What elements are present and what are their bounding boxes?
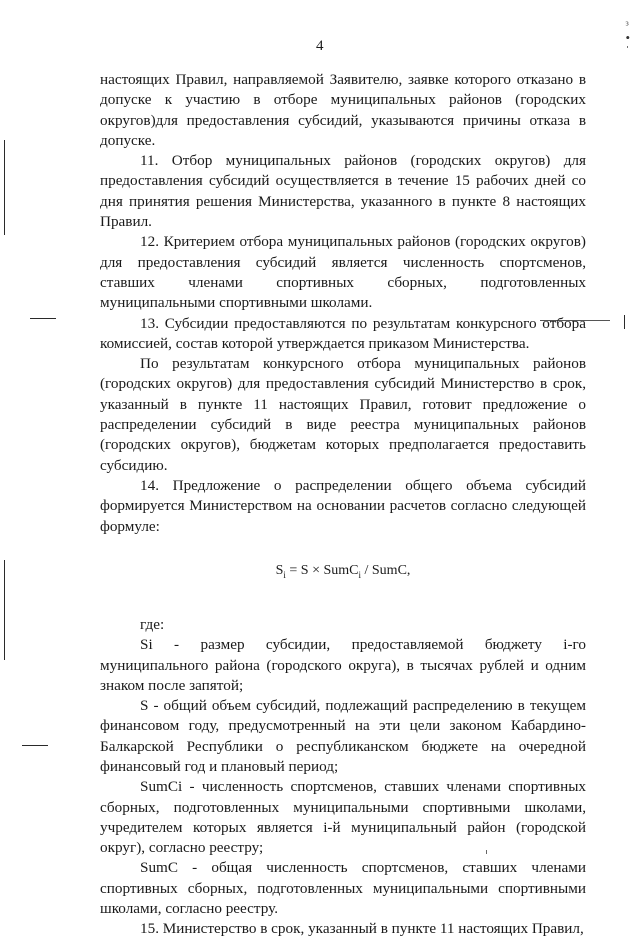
scan-dot-bottom <box>486 850 487 854</box>
paragraph-14: 14. Предложение о распределении общего объема субсидий формируется Министерством на основании расчетов согласно следующей формуле: <box>100 476 586 535</box>
subsidy-formula <box>100 561 586 585</box>
paragraph-13-continued: По результатам конкурсного отбора муниципальных районов (городских округов) для предоставления субсидий Министерство в срок, указанный в пункте 11 настоящих Правил, готовит предложение о распределении субсидий в виде реестра муниципальных районов (городских округов), бюджетам которых предполагается предоставить субсидию. <box>100 355 586 474</box>
paragraph-12: 12. Критерием отбора муниципальных районов (городских округов) для предоставления субсидий является численность спортсменов, ставших членами спортивных сборных, подготовленных муниципальными спортивными школами. <box>100 233 586 312</box>
document-body <box>100 70 586 940</box>
definition-sumci-text: - численность спортсменов, ставших членами спортивных сборных, подготовленных муниципальными спортивными школами, учредителем которых является i-й муниципальный район (городской округ), согласно реестру; <box>100 778 586 857</box>
paragraph-continuation: настоящих Правил, направляемой Заявителю, заявке которого отказано в допуске к участию в отборе муниципальных районов (городских округов)для предоставления субсидий, указываются причины отказа в допуске. <box>100 71 586 149</box>
scan-edge-mark: ᵌ • ˈ <box>625 17 630 58</box>
definition-si-text: - размер субсидии, предоставляемой бюджету i-го муниципального района (городского округа), в тысячах рублей и одним знаком после запятой; <box>100 636 587 694</box>
definition-si <box>100 635 586 696</box>
definition-sumci <box>100 777 586 858</box>
page-number: 4 <box>316 38 324 54</box>
formula-middle-sub: i <box>358 569 361 580</box>
definition-s: S - общий объем субсидий, подлежащий распределению в текущем финансовом году, предусмотренный на эти цели законом Кабардино-Балкарской Республики о республиканском бюджете на очередной финансовый год и плановый период; <box>100 697 586 775</box>
margin-tick-right <box>624 315 625 329</box>
formula-rhs: / SumC, <box>361 562 411 578</box>
paragraph-13: 13. Субсидии предоставляются по результатам конкурсного отбора комиссией, состав которой утверждается приказом Министерства. <box>100 314 586 352</box>
paragraph-15: 15. Министерство в срок, указанный в пункте 11 настоящих Правил, <box>140 920 584 938</box>
margin-line-left-2 <box>4 560 5 660</box>
formula-lhs-sub: i <box>283 569 286 580</box>
definition-si-symbol: Si <box>140 636 153 654</box>
definition-sumc: SumC - общая численность спортсменов, ставших членами спортивных сборных, подготовленных муниципальными спортивными школами, согласно реестру. <box>100 859 586 918</box>
definition-sumci-symbol: SumCi <box>140 778 183 796</box>
paragraph-11: 11. Отбор муниципальных районов (городских округов) для предоставления субсидий осуществляется в течение 15 рабочих дней со дня принятия решения Министерства, указанного в пункте 8 настоящих Правил. <box>100 152 586 231</box>
margin-dash-left-1 <box>30 318 56 319</box>
formula-middle: = S × SumC <box>285 562 359 578</box>
formula-lhs: S <box>275 562 284 578</box>
margin-dash-left-2 <box>22 745 48 746</box>
formula-where-label: где: <box>140 615 165 633</box>
margin-line-left-1 <box>4 140 5 235</box>
